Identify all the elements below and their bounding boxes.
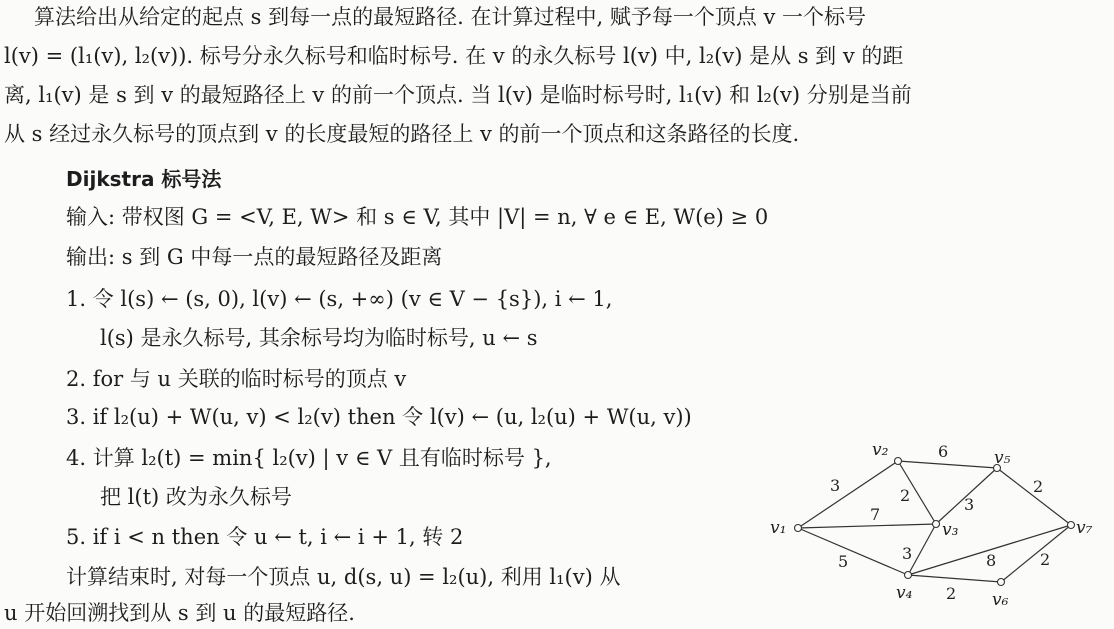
vertex-label-v5: v₅ xyxy=(994,448,1011,468)
weight-v3-v5: 3 xyxy=(964,495,975,514)
weight-v1-v3: 7 xyxy=(870,505,881,524)
algorithm-ending-2: u 开始回溯找到从 s 到 u 的最短路径. xyxy=(4,601,355,625)
paragraph-line-3: 离, l₁(v) 是 s 到 v 的最短路径上 v 的前一个顶点. 当 l(v) 是临时标号时, l₁(v) 和 l₂(v) 分别是当前 xyxy=(4,83,912,107)
weight-v2-v5: 6 xyxy=(938,442,949,461)
algorithm-step-2: 2. for 与 u 关联的临时标号的顶点 v xyxy=(66,367,407,391)
algorithm-ending-1: 计算结束时, 对每一个顶点 u, d(s, u) = l₂(u), 利用 l₁(v) 从 xyxy=(66,565,621,589)
vertex-label-v3: v₃ xyxy=(942,520,959,540)
edge-v1-v4 xyxy=(798,528,908,575)
algorithm-step-1: 1. 令 l(s) ← (s, 0), l(v) ← (s, +∞) (v ∈ V − {s}), i ← 1, xyxy=(66,287,613,311)
weight-v5-v7: 2 xyxy=(1033,477,1044,496)
vertex-label-v7: v₇ xyxy=(1076,518,1093,538)
algorithm-step-4: 4. 计算 l₂(t) = min{ l₂(v) | v ∈ V 且有临时标号 }, xyxy=(66,446,552,470)
vertex-v3 xyxy=(933,521,940,528)
vertex-label-v6: v₆ xyxy=(992,590,1009,610)
algorithm-step-3: 3. if l₂(u) + W(u, v) < l₂(v) then 令 l(v) ← (u, l₂(u) + W(u, v)) xyxy=(66,405,692,429)
edge-v1-v2 xyxy=(798,461,898,528)
weight-v2-v3: 2 xyxy=(900,486,911,505)
edge-v2-v5 xyxy=(898,461,997,468)
vertex-v6 xyxy=(998,579,1005,586)
algorithm-output: 输出: s 到 G 中每一点的最短路径及距离 xyxy=(66,245,443,269)
weight-v4-v6: 2 xyxy=(946,584,957,603)
weighted-graph xyxy=(760,435,1110,615)
algorithm-step-5: 5. if i < n then 令 u ← t, i ← i + 1, 转 2 xyxy=(66,525,464,549)
vertex-v7 xyxy=(1068,522,1075,529)
vertex-label-v4: v₄ xyxy=(896,583,913,603)
vertex-v2 xyxy=(895,458,902,465)
weight-v4-v7: 8 xyxy=(986,551,997,570)
edge-v6-v7 xyxy=(1001,525,1071,582)
weight-v6-v7: 2 xyxy=(1040,550,1051,569)
vertex-v1 xyxy=(795,525,802,532)
vertex-label-v2: v₂ xyxy=(872,440,889,460)
paragraph-line-2: l(v) = (l₁(v), l₂(v)). 标号分永久标号和临时标号. 在 v 的永久标号 l(v) 中, l₂(v) 是从 s 到 v 的距 xyxy=(4,44,904,68)
paragraph-line-1: 算法给出从给定的起点 s 到每一点的最短路径. 在计算过程中, 赋予每一个顶点 v 一个标号 xyxy=(34,5,867,29)
algorithm-step-1-cont: l(s) 是永久标号, 其余标号均为临时标号, u ← s xyxy=(100,326,538,350)
algorithm-step-4-cont: 把 l(t) 改为永久标号 xyxy=(100,485,292,509)
algorithm-title: Dijkstra 标号法 xyxy=(66,167,222,191)
edge-v1-v3 xyxy=(798,524,936,528)
vertex-v4 xyxy=(905,572,912,579)
weight-v1-v2: 3 xyxy=(830,476,841,495)
vertex-label-v1: v₁ xyxy=(770,518,787,538)
weight-v1-v4: 5 xyxy=(838,552,849,571)
edge-v4-v6 xyxy=(908,575,1001,582)
algorithm-input: 输入: 带权图 G = <V, E, W> 和 s ∈ V, 其中 |V| = n, ∀ e ∈ E, W(e) ≥ 0 xyxy=(66,205,769,229)
paragraph-line-4: 从 s 经过永久标号的顶点到 v 的长度最短的路径上 v 的前一个顶点和这条路径的长度. xyxy=(4,122,800,146)
weight-v3-v4: 3 xyxy=(902,544,913,563)
